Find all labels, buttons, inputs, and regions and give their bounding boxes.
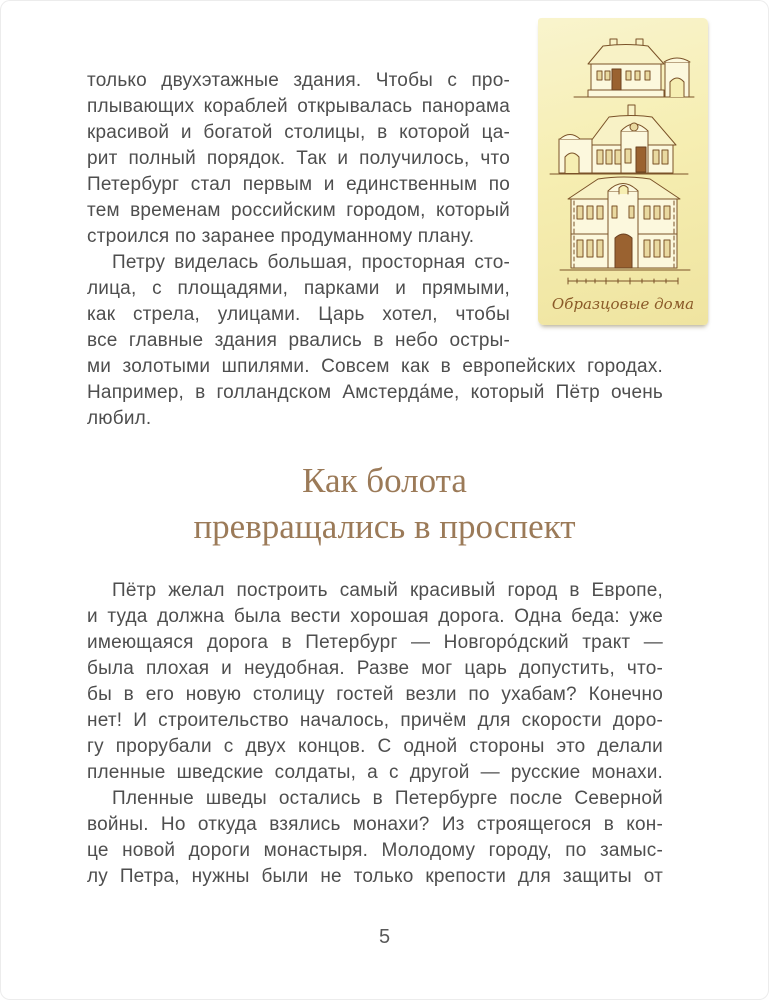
house-sketch-large bbox=[560, 177, 690, 270]
house-sketch-medium bbox=[550, 105, 688, 174]
text-line: лу Петра, нужны были не только крепости для защиты от bbox=[87, 866, 663, 887]
text-line: гу прорубали с двух концов. С одной стороны это делали bbox=[87, 736, 663, 757]
house-sketch-small bbox=[574, 39, 694, 97]
text-line: только двухэтажные здания. Чтобы с про- bbox=[87, 70, 510, 91]
paragraph-1 bbox=[87, 68, 510, 250]
text-line: и туда должна была вести хорошая дорога. Одна беда: уже bbox=[87, 606, 663, 627]
text-line: Пётр желал построить самый красивый город в Европе, bbox=[112, 580, 663, 601]
text-line: Пленные шведы остались в Петербурге после Северной bbox=[112, 788, 663, 809]
scale-bar bbox=[568, 278, 678, 284]
chapter-heading-line2: превращались в проспект bbox=[193, 507, 576, 546]
text-line: была плохая и неудобная. Разве мог царь допустить, что- bbox=[87, 658, 663, 679]
text-line: нет! И строительство началось, причём для скорости доро- bbox=[87, 710, 663, 731]
text-column-full-lower bbox=[87, 578, 663, 890]
paragraph-2-end bbox=[87, 354, 663, 432]
text-line: красивой и богатой столицы, в которой ца- bbox=[87, 122, 510, 143]
text-line: Петру виделась большая, просторная сто- bbox=[112, 252, 510, 273]
text-line: рит полный порядок. Так и получилось, что bbox=[87, 148, 510, 169]
text-column-full-upper bbox=[87, 354, 663, 432]
paragraph-3 bbox=[87, 578, 663, 786]
page-number: 5 bbox=[378, 926, 391, 948]
text-line: как стрела, улицами. Царь хотел, чтобы bbox=[87, 304, 510, 325]
text-line: Петербург стал первым и единственным по bbox=[87, 174, 510, 195]
text-line: все главные здания рвались в небо остры- bbox=[87, 330, 510, 351]
text-line: лица, с площадями, парками и прямыми, bbox=[87, 278, 510, 299]
paragraph-2-start bbox=[87, 250, 510, 354]
illustration-caption: Образцовые дома bbox=[551, 295, 695, 313]
text-line: пленные шведские солдаты, а с другой — русские монахи. bbox=[87, 762, 663, 783]
model-houses-illustration bbox=[538, 18, 708, 325]
text-column-narrow bbox=[87, 68, 510, 354]
text-line: бы в его новую столицу гостей везли по ухабам? Конечно bbox=[87, 684, 663, 705]
chapter-heading-line1: Как болота bbox=[302, 461, 467, 500]
text-line: це новой дороги монастыря. Молодому городу, по замыс- bbox=[87, 840, 663, 861]
text-line: Например, в голландском Амстерда́ме, который Пётр очень bbox=[87, 382, 663, 403]
text-line: любил. bbox=[87, 408, 152, 429]
text-line: войны. Но откуда взялись монахи? Из строящегося в кон- bbox=[87, 814, 663, 835]
text-line: имеющаяся дорога в Петербург — Новгоро́дский тракт — bbox=[87, 632, 663, 653]
text-line: плывающих кораблей открывалась панорама bbox=[87, 96, 510, 117]
text-line: ми золотыми шпилями. Совсем как в европейских городах. bbox=[87, 356, 663, 377]
model-houses-sketch bbox=[538, 18, 708, 325]
text-line: строился по заранее продуманному плану. bbox=[87, 226, 475, 247]
text-line: тем временам российским городом, который bbox=[87, 200, 510, 221]
chapter-heading bbox=[0, 458, 769, 550]
paragraph-4 bbox=[87, 786, 663, 890]
